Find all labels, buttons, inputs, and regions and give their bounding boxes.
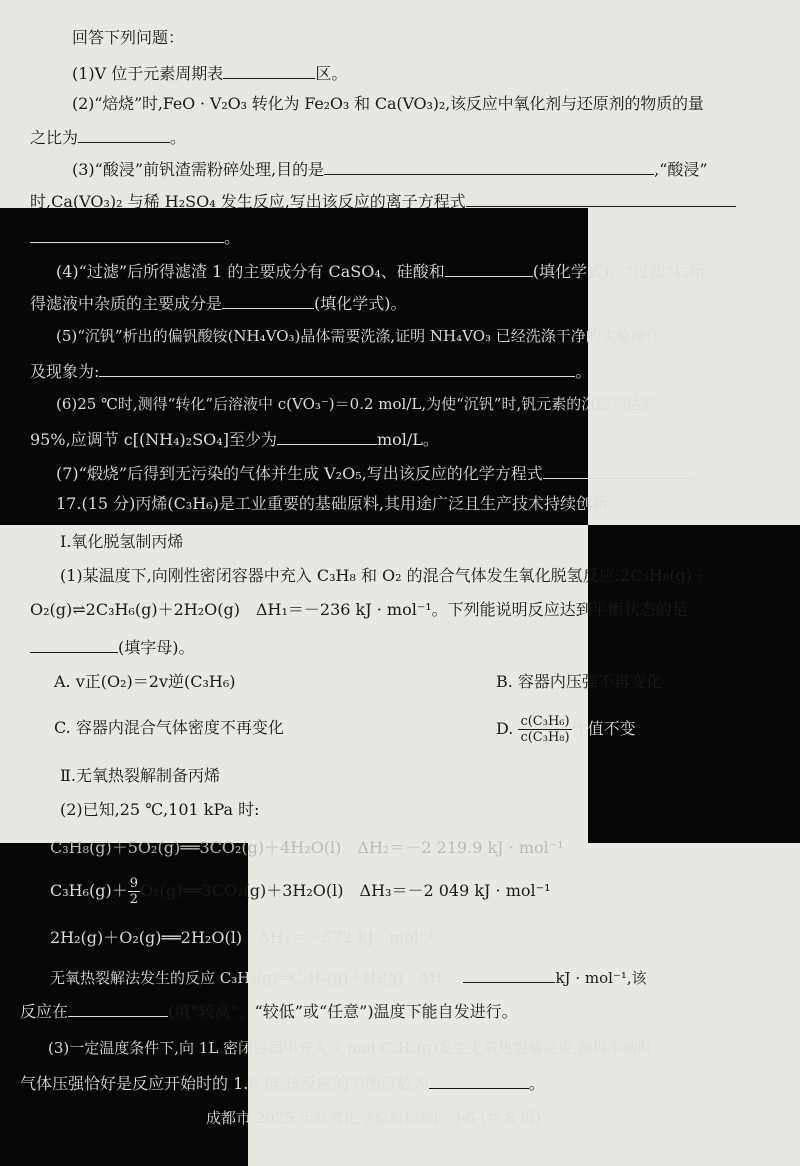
p3-text1: (3)一定温度条件下,向 1L 密闭容器中充入 1 mol C₃H₈(g)发生无氧热裂解反应,测得平衡时 [48,1039,653,1057]
p1-text3-end: (填字母)。 [118,638,195,657]
q1-line [72,62,347,84]
q5-text2: 及现象为: [30,362,100,381]
q5-line2 [30,360,591,382]
q3-line2 [30,190,736,212]
q4-blank-1[interactable] [445,260,533,277]
p2-text6: 反应在 [20,1002,69,1021]
p2-eq1-text: C₃H₈(g)＋5O₂(g)══3CO₂(g)＋4H₂O(l) ΔH₂＝－2 219.9 kJ · mol⁻¹ [50,838,564,857]
q2-answer-blank[interactable] [78,126,170,143]
q3-line1 [72,158,708,180]
part2-title: Ⅱ.无氧热裂解制备丙烯 [60,766,220,785]
p3-text2-end: 。 [528,1074,545,1093]
q4-text: (4)“过滤”后所得滤渣 1 的主要成分有 CaSO₄、硅酸和 [56,262,445,281]
part1-title: Ⅰ.氧化脱氢制丙烯 [60,532,184,551]
q6-text2: 95%,应调节 c[(NH₄)₂SO₄]至少为 [30,430,277,449]
q3-purpose-blank[interactable] [324,158,654,175]
q4-text2-end: (填化学式)。 [314,294,407,313]
q2-line2 [30,126,186,148]
q7-text: (7)“煅烧”后得到无污染的气体并生成 V₂O₅,写出该反应的化学方程式 [56,464,543,483]
q7-answer-blank[interactable] [543,462,693,479]
q3-text: (3)“酸浸”前钒渣需粉碎处理,目的是 [72,160,325,179]
q6-text2-end: mol/L。 [376,430,439,449]
q3-line3 [30,226,240,248]
page-footer [206,1108,541,1128]
p1-text1: (1)某温度下,向刚性密闭容器中充入 C₃H₈ 和 O₂ 的混合气体发生氧化脱氢反应:2C₃H₈(g)＋ [60,566,708,585]
q1-text-end: 区。 [315,64,348,83]
p2-eq3-text: 2H₂(g)＋O₂(g)══2H₂O(l) ΔH₄＝－572 kJ · mol⁻¹ [50,928,434,947]
q6-line2 [30,428,439,450]
p2-line6 [20,1000,518,1022]
option-d-prefix: D. [496,719,514,738]
p2-line1: (2)已知,25 ℃,101 kPa 时: [60,800,260,819]
q2-text-end: 。 [170,128,187,147]
p2-eq2-suffix: O₂(g)══3CO₂(g)＋3H₂O(l) ΔH₃＝－2 049 kJ · mol⁻¹ [140,881,551,900]
p2-eq1 [50,838,564,858]
q5-text2-end: 。 [575,362,592,381]
option-c[interactable]: C. 容器内混合气体密度不再变化 [54,718,284,737]
p2-line5 [50,966,647,988]
q4-line1 [56,260,706,282]
q3-text-end: ,“酸浸” [654,160,708,179]
p2-text6-end: (填“较高”、“较低”或“任意”)温度下能自发进行。 [168,1002,518,1021]
p1-line3 [30,636,195,658]
p1-answer-blank[interactable] [30,636,118,653]
option-d-fraction [518,714,571,745]
q7-line [56,462,709,484]
q5-line1: (5)“沉钒”析出的偏钒酸铵(NH₄VO₃)晶体需要洗涤,证明 NH₄VO₃ 已经洗涤干净的实验操作 [56,327,661,345]
p3-line1 [48,1038,653,1058]
p3-line2 [20,1072,545,1094]
q1-text: (1)V 位于元素周期表 [72,64,224,83]
footer-text: 成都市 2025 年高考化学模拟检测(二)-6-(共 8 页) [206,1109,541,1127]
p1-text2: O₂(g)⇌2C₃H₆(g)＋2H₂O(g) ΔH₁＝－236 kJ · mol⁻¹。下列能说明反应达到平衡状态的是 [30,600,688,619]
option-d-suffix: 比值不变 [571,719,636,738]
option-d-denominator: c(C₃H₈) [520,730,570,745]
p2-eq2 [50,872,550,910]
q3-text2: 时,Ca(VO₃)₂ 与稀 H₂SO₄ 发生反应,写出该反应的离子方程式 [30,192,466,211]
p2-eq2-prefix: C₃H₆(g)＋ [50,881,128,900]
q7-text-end: 。 [692,464,709,483]
intro-text: 回答下列问题： [72,28,185,47]
p1-line1 [60,566,708,586]
p1-line2 [30,600,688,620]
q4-blank-2[interactable] [222,292,314,309]
option-a[interactable]: A. v正(O₂)＝2v逆(C₃H₆) [54,672,236,691]
p2-eq3 [50,928,434,948]
q6-line1: (6)25 ℃时,测得“转化”后溶液中 c(VO₃⁻)＝0.2 mol/L,为使“沉钒”时,钒元素的沉淀率达到 [56,395,657,413]
p2-temp-blank[interactable] [68,1000,168,1017]
p2-dh5-blank[interactable] [463,966,555,983]
q3-text3-end: 。 [224,228,241,247]
q4-text-mid: (填化学式)；“过滤”后所 [532,262,706,281]
p2-text5: 无氧热裂解法发生的反应 C₃H₈(g)⇌C₃H₆(g)＋H₂(g) ΔH₅＝ [50,969,464,987]
q3-equation-blank[interactable] [466,190,736,207]
option-b[interactable]: B. 容器内压强不再变化 [496,672,662,691]
option-d[interactable] [496,704,636,754]
q3-equation-blank-2[interactable] [30,226,224,243]
p2-eq2-denominator: 2 [129,892,139,907]
q2-text: 之比为 [30,128,79,147]
p2-eq2-numerator: 9 [129,876,139,891]
p2-eq2-fraction [128,876,140,907]
q2-line1: (2)“焙烧”时,FeO · V₂O₃ 转化为 Fe₂O₃ 和 Ca(VO₃)₂,该反应中氧化剂与还原剂的物质的量 [72,94,704,113]
p2-text5-end: kJ · mol⁻¹,该 [555,969,647,987]
p3-answer-blank[interactable] [429,1072,529,1089]
q6-answer-blank[interactable] [277,428,377,445]
q1-answer-blank[interactable] [223,62,315,79]
q4-text2: 得滤液中杂质的主要成分是 [30,294,223,313]
option-d-numerator: c(C₃H₆) [520,714,570,729]
q4-line2 [30,292,407,314]
p3-text2: 气体压强恰好是反应开始时的 1.6 倍,该反应的平衡常数为 [20,1074,429,1093]
q5-answer-blank[interactable] [99,360,575,377]
q17-header: 17.(15 分)丙烯(C₃H₆)是工业重要的基础原料,其用途广泛且生产技术持续创新。 [56,494,624,513]
